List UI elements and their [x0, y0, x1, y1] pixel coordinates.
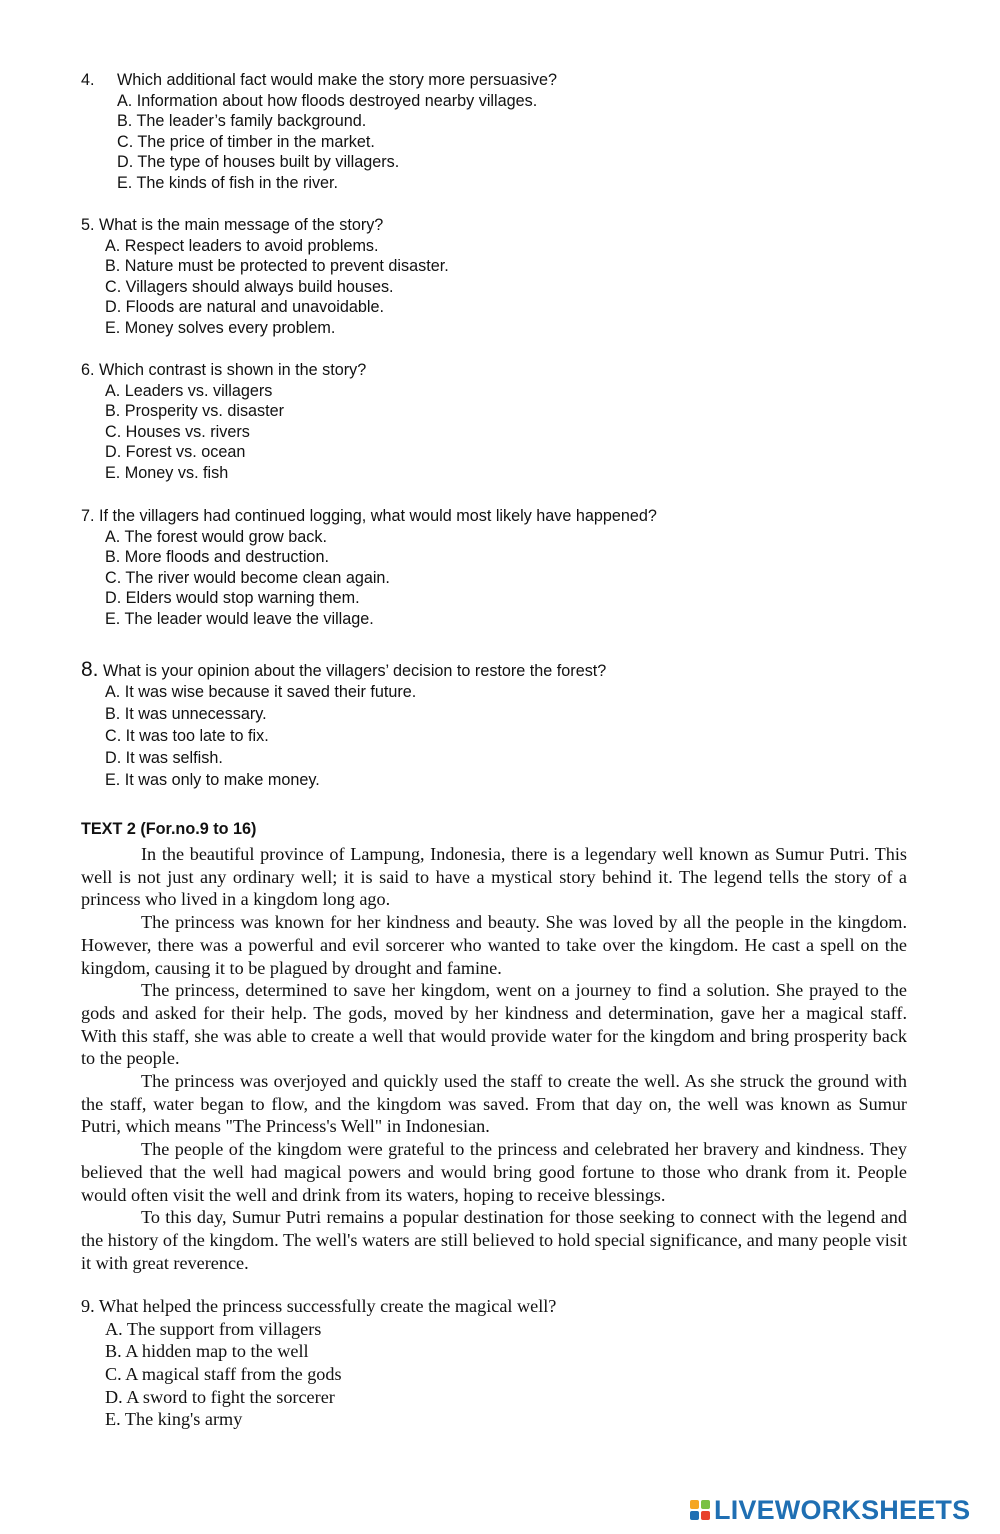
answer-option: A. Leaders vs. villagers [105, 381, 273, 400]
logo-square [690, 1500, 699, 1509]
passage-paragraph: The princess was overjoyed and quickly used the staff to create the well. As she struck the ground with the staff, water began to flow, and the kingdom was saved. From that day on, the well was known as Sumur Putri, which means "The Princess's Well" in Indonesian. [81, 1071, 907, 1137]
question-stem: 6. Which contrast is shown in the story? [81, 361, 367, 379]
answer-option: C. It was too late to fix. [105, 727, 269, 745]
answer-option: B. A hidden map to the well [105, 1341, 309, 1362]
answer-option: D. It was selfish. [105, 749, 223, 767]
question-stem: 4. Which additional fact would make the story more persuasive? [81, 71, 557, 89]
question-stem: 8. What is your opinion about the villagers’ decision to restore the forest? [81, 658, 607, 681]
passage-paragraph: To this day, Sumur Putri remains a popular destination for those seeking to connect with the legend and the history of the kingdom. The well's waters are still believed to hold special significance, and many people visit it with great reverence. [81, 1207, 907, 1273]
answer-option: A. The support from villagers [105, 1318, 322, 1339]
answer-option: A. Respect leaders to avoid problems. [105, 236, 379, 255]
question-number: 4. [81, 71, 95, 89]
answer-option: D. Elders would stop warning them. [105, 589, 360, 608]
answer-option: B. More floods and destruction. [105, 548, 330, 567]
question-stem: 9. What helped the princess successfully create the magical well? [81, 1296, 557, 1316]
question-9 [81, 1295, 556, 1431]
passage-paragraph: In the beautiful province of Lampung, Indonesia, there is a legendary well known as Sumur Putri. This well is not just any ordinary well; it is said to have a mystical story behind it. The legend tells the story of a princess who lived in a kingdom long ago. [81, 844, 907, 910]
logo-square [690, 1511, 699, 1520]
question-number: 8. [81, 658, 99, 681]
answer-option: B. Nature must be protected to prevent disaster. [105, 257, 449, 276]
answer-option: E. The leader would leave the village. [105, 609, 374, 628]
passage-paragraph: The princess was known for her kindness and beauty. She was loved by all the people in the kingdom. However, there was a powerful and evil sorcerer who wanted to take over the kingdom. He cast a spell on the kingdom, causing it to be plagued by drought and famine. [81, 912, 907, 978]
answer-option: E. The king's army [105, 1409, 243, 1430]
answer-option: C. Houses vs. rivers [105, 422, 250, 441]
answer-option: A. Information about how floods destroyed nearby villages. [117, 91, 538, 110]
question-5 [81, 215, 449, 339]
question-6 [81, 360, 366, 484]
answer-option: D. The type of houses built by villagers. [117, 153, 400, 172]
answer-option: A. The forest would grow back. [105, 527, 327, 546]
section-heading: TEXT 2 (For.no.9 to 16) [81, 820, 257, 838]
logo-text: LIVEWORKSHEETS [714, 1494, 971, 1525]
reading-passage [81, 843, 907, 1274]
answer-option: E. It was only to make money. [105, 771, 320, 789]
answer-option: D. A sword to fight the sorcerer [105, 1386, 335, 1407]
answer-option: C. The river would become clean again. [105, 568, 390, 587]
question-7 [81, 506, 657, 630]
answer-option: A. It was wise because it saved their future. [105, 683, 417, 701]
answer-option: C. A magical staff from the gods [105, 1364, 342, 1385]
answer-option: E. Money vs. fish [105, 463, 229, 482]
answer-option: B. The leader’s family background. [117, 112, 367, 131]
answer-option: C. The price of timber in the market. [117, 132, 375, 151]
answer-option: B. Prosperity vs. disaster [105, 402, 285, 421]
answer-option: E. Money solves every problem. [105, 318, 336, 337]
passage-paragraph: The princess, determined to save her kingdom, went on a journey to find a solution. She prayed to the gods and asked for their help. The gods, moved by her kindness and determination, gave her a magical staff. With this staff, she was able to create a well that would provide water for the kingdom and bring prosperity back to the people. [81, 980, 907, 1069]
liveworksheets-logo [690, 1494, 970, 1526]
logo-square [701, 1500, 710, 1509]
liveworksheets-logo-icon [690, 1500, 710, 1520]
question-8 [81, 659, 606, 791]
answer-option: D. Forest vs. ocean [105, 443, 246, 462]
answer-option: E. The kinds of fish in the river. [117, 173, 339, 192]
answer-option: C. Villagers should always build houses. [105, 277, 394, 296]
answer-option: D. Floods are natural and unavoidable. [105, 298, 384, 317]
question-stem: 5. What is the main message of the story? [81, 216, 384, 234]
passage-paragraph: The people of the kingdom were grateful to the princess and celebrated her bravery and kindness. They believed that the well had magical powers and would bring good fortune to those who drank from it. People would often visit the well and drink from its waters, hoping to receive blessings. [81, 1139, 907, 1205]
answer-option: B. It was unnecessary. [105, 705, 267, 723]
logo-square [701, 1511, 710, 1520]
question-4 [81, 70, 557, 194]
question-stem: 7. If the villagers had continued logging, what would most likely have happened? [81, 507, 657, 525]
